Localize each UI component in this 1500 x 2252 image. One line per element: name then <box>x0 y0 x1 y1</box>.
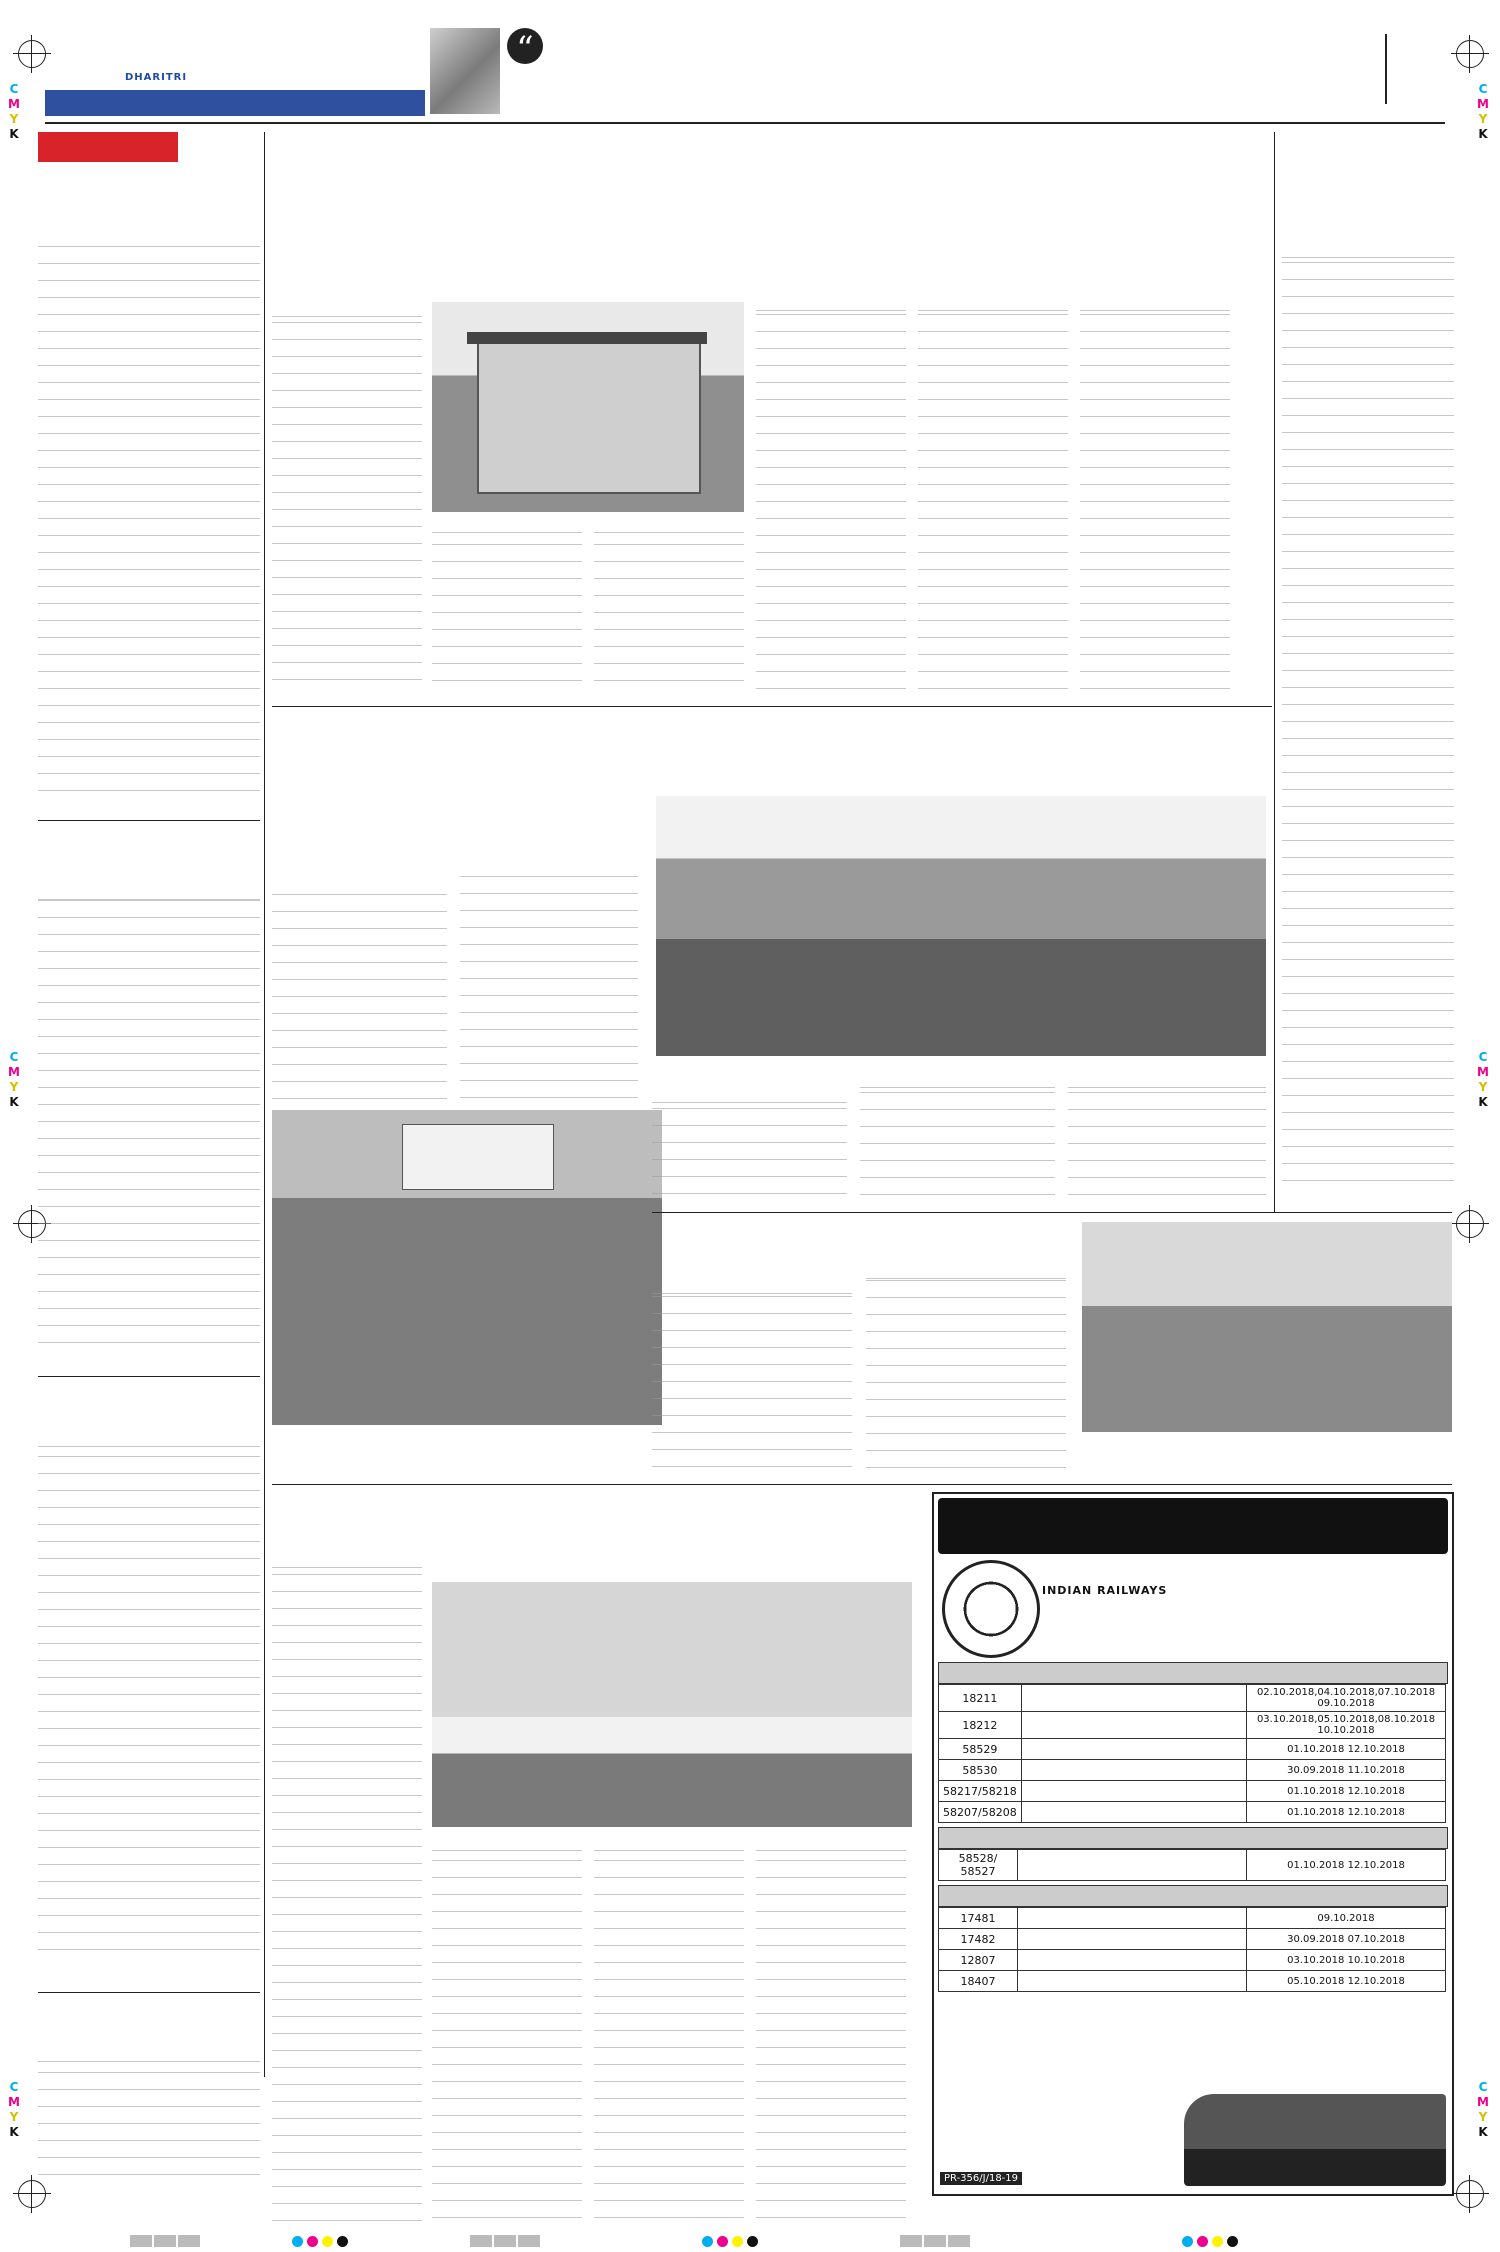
story-divider <box>38 820 260 821</box>
indian-railways-label: INDIAN RAILWAYS <box>1042 1584 1168 1597</box>
cmyk-marks: C M Y K <box>8 82 20 141</box>
registration-mark <box>18 40 46 68</box>
story-body <box>38 888 260 1348</box>
printer-color-blocks <box>470 2232 542 2251</box>
text-placeholder <box>652 1096 847 1204</box>
section-rule <box>652 1212 1452 1213</box>
masthead-rule <box>45 122 1445 124</box>
sidebar-story <box>38 828 260 1368</box>
awareness-body-col <box>1068 1080 1266 1204</box>
sidebar-story <box>38 1384 260 1984</box>
awareness-headline <box>652 714 1270 790</box>
building-shape <box>477 340 701 494</box>
training-photo <box>1082 1222 1452 1432</box>
cyan-dot <box>292 2236 303 2247</box>
yellow-dot <box>322 2236 333 2247</box>
lead-photo <box>432 302 744 512</box>
lead-body-col <box>918 302 1068 697</box>
magenta-dot <box>307 2236 318 2247</box>
training-body-col <box>652 1284 852 1474</box>
text-placeholder <box>38 2060 260 2190</box>
text-placeholder <box>594 1848 744 2232</box>
revenue-headline <box>272 1490 922 1550</box>
lead-body-col <box>272 310 422 690</box>
table-row: 18212 03.10.2018,05.10.2018,08.10.2018 10.10.2018 <box>939 1712 1446 1739</box>
empty-cell <box>1018 1950 1247 1971</box>
cancelled-trains-table <box>938 1684 1446 1823</box>
train-engine-illustration <box>1184 2094 1446 2186</box>
story-headline <box>38 1384 260 1444</box>
revenue-body-col <box>756 1848 906 2232</box>
lead-body-col <box>756 302 906 697</box>
edition-date-bar <box>45 90 425 116</box>
hunger-body-col <box>272 882 447 1102</box>
printer-color-blocks <box>900 2232 972 2251</box>
rescheduled-trains-table <box>938 1907 1446 1992</box>
cmyk-marks: C M Y K <box>8 2080 20 2139</box>
revenue-photo <box>432 1582 912 1827</box>
black-dot <box>747 2236 758 2247</box>
awareness-story <box>652 714 1270 1209</box>
text-placeholder <box>1080 302 1230 697</box>
table-row: 12807 03.10.2018 10.10.2018 <box>939 1950 1446 1971</box>
story-body <box>38 234 260 794</box>
right-col-story <box>1282 140 1454 1210</box>
reschedule-band <box>938 1885 1448 1907</box>
training-body-col <box>866 1268 1066 1474</box>
edition-date <box>45 95 55 111</box>
hunger-headline-line1 <box>272 736 642 798</box>
lead-body-col <box>1080 302 1230 697</box>
story-headline <box>38 174 260 234</box>
text-placeholder <box>272 310 422 690</box>
railway-notice-ad <box>932 1492 1454 2196</box>
text-placeholder <box>756 302 906 697</box>
text-placeholder <box>866 1268 1066 1474</box>
table-row: 17482 30.09.2018 07.10.2018 <box>939 1929 1446 1950</box>
sidebar-story <box>38 2000 260 2210</box>
text-placeholder <box>1282 250 1454 1190</box>
table-row: 58529 01.10.2018 12.10.2018 <box>939 1739 1446 1760</box>
ad-code: PR-356/J/18-19 <box>940 2172 1022 2185</box>
right-col-divider <box>1274 132 1275 1212</box>
newspaper-logo: DHARITRI <box>125 72 188 83</box>
cmyk-marks: C M Y K <box>1477 2080 1489 2139</box>
table-row: 58530 30.09.2018 11.10.2018 <box>939 1760 1446 1781</box>
printer-color-dots <box>700 2232 760 2251</box>
yellow-dot <box>1212 2236 1223 2247</box>
training-headline <box>652 1218 1072 1264</box>
text-placeholder <box>460 864 638 1102</box>
table-row: 58528/ 58527 01.10.2018 12.10.2018 <box>939 1850 1446 1881</box>
revenue-story <box>272 1490 922 2240</box>
section-rule <box>272 1484 1452 1485</box>
right-col-headline <box>1282 140 1454 250</box>
partial-band <box>938 1827 1448 1849</box>
text-placeholder <box>38 888 260 1348</box>
cyan-dot <box>702 2236 713 2247</box>
lead-headline <box>272 154 1267 304</box>
story-body <box>38 2060 260 2190</box>
empty-cell <box>1018 1908 1247 1929</box>
cancelled-band <box>938 1662 1448 1684</box>
table-row: 18211 02.10.2018,04.10.2018,07.10.2018 09.10.2018 <box>939 1685 1446 1712</box>
quote-mark-icon: “ <box>507 28 543 64</box>
story-divider <box>38 1992 260 1993</box>
sidebar-section-label <box>38 132 178 162</box>
revenue-body-col <box>272 1562 422 2232</box>
quote-portrait <box>430 28 500 114</box>
yellow-dot <box>732 2236 743 2247</box>
text-placeholder <box>918 302 1068 697</box>
lead-body-col <box>432 532 582 697</box>
black-dot <box>1227 2236 1238 2247</box>
text-placeholder <box>272 1562 422 2232</box>
printer-color-dots <box>290 2232 350 2251</box>
table-row: 17481 09.10.2018 <box>939 1908 1446 1929</box>
hunger-strike-photo <box>272 1110 662 1425</box>
printer-color-dots <box>1180 2232 1240 2251</box>
partial-trains-table <box>938 1849 1446 1881</box>
awareness-body-col <box>860 1080 1055 1204</box>
building-roof <box>467 332 707 344</box>
table-row: 58217/58218 01.10.2018 12.10.2018 <box>939 1781 1446 1802</box>
text-placeholder <box>272 882 447 1102</box>
hunger-body-col <box>460 864 638 1102</box>
table-row: 58207/58208 01.10.2018 12.10.2018 <box>939 1802 1446 1823</box>
story-divider <box>38 1376 260 1377</box>
printer-color-blocks <box>130 2232 202 2251</box>
section-rule <box>272 706 1272 707</box>
empty-cell <box>1018 1971 1247 1992</box>
sidebar-story <box>38 174 260 814</box>
empty-cell <box>1018 1929 1247 1950</box>
lead-kicker <box>272 132 1267 154</box>
text-placeholder <box>594 532 744 697</box>
cmyk-marks: C M Y K <box>8 1050 20 1109</box>
sidebar-divider <box>264 132 265 2077</box>
registration-mark <box>1456 2180 1484 2208</box>
registration-mark <box>1456 1210 1484 1238</box>
training-story <box>652 1218 1072 1480</box>
text-placeholder <box>38 234 260 794</box>
revenue-body-col <box>594 1848 744 2232</box>
magenta-dot <box>1197 2236 1208 2247</box>
text-placeholder <box>1068 1080 1266 1204</box>
text-placeholder <box>652 1284 852 1474</box>
right-col-body <box>1282 250 1454 1190</box>
text-placeholder <box>860 1080 1055 1204</box>
cmyk-marks: C M Y K <box>1477 1050 1489 1109</box>
text-placeholder <box>432 532 582 697</box>
revenue-body-col <box>432 1848 582 2232</box>
magenta-dot <box>717 2236 728 2247</box>
ad-date-range <box>1042 1558 1452 1580</box>
masthead <box>45 28 1455 120</box>
hunger-headline-line2 <box>272 798 642 860</box>
lead-story <box>272 132 1267 702</box>
story-headline <box>38 2000 260 2060</box>
awareness-body-col <box>652 1096 847 1204</box>
text-placeholder <box>756 1848 906 2232</box>
registration-mark <box>1456 40 1484 68</box>
text-placeholder <box>432 1848 582 2232</box>
story-headline <box>38 828 260 888</box>
text-placeholder <box>38 1444 260 1964</box>
indian-railways-logo <box>942 1560 1040 1658</box>
ad-title <box>938 1498 1448 1554</box>
table-row: 18407 05.10.2018 12.10.2018 <box>939 1971 1446 1992</box>
sidebar <box>38 132 260 2252</box>
cmyk-marks: C M Y K <box>1477 82 1489 141</box>
cyan-dot <box>1182 2236 1193 2247</box>
protest-banner <box>402 1124 554 1190</box>
masthead-divider <box>1385 34 1387 104</box>
awareness-photo <box>656 796 1266 1056</box>
lead-body-col <box>594 532 744 697</box>
hunger-kicker <box>272 714 642 736</box>
story-body <box>38 1444 260 1964</box>
black-dot <box>337 2236 348 2247</box>
